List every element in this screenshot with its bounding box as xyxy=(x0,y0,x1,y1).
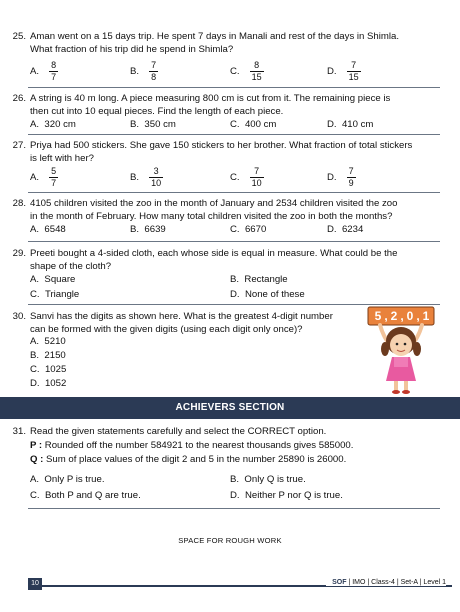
option-b[interactable]: B. $\frac{3}{10}$ xyxy=(130,166,162,188)
option-c[interactable]: C. 6670 xyxy=(230,224,267,235)
board-digit: 1 xyxy=(422,309,430,323)
question-28 xyxy=(12,197,440,223)
question-30 xyxy=(12,310,365,336)
option-a[interactable]: A. $\frac{5}{7}$ xyxy=(30,166,57,188)
option-c[interactable]: C. 400 cm xyxy=(230,119,277,130)
divider xyxy=(28,87,440,88)
question-intro: Read the given statements carefully and select the CORRECT option. xyxy=(30,426,327,437)
question-text-line2: shape of the cloth? xyxy=(30,261,112,272)
question-31 xyxy=(12,425,440,466)
question-29 xyxy=(12,247,440,273)
board-digit: 0 xyxy=(406,309,414,323)
board-digit: 2 xyxy=(390,309,398,323)
options-25 xyxy=(30,60,440,84)
question-number: 30. xyxy=(12,311,26,322)
option-a[interactable]: A. Square xyxy=(30,274,76,285)
divider xyxy=(28,134,440,135)
option-c[interactable]: C. Both P and Q are true. xyxy=(30,490,141,501)
question-number: 27. xyxy=(12,140,26,151)
option-d[interactable]: D. $\frac{7}{9}$ xyxy=(327,166,354,188)
question-text-line2: can be formed with the given digits (using each digit only once)? xyxy=(30,324,303,335)
option-d[interactable]: D. 410 cm xyxy=(327,119,374,130)
question-number: 26. xyxy=(12,93,26,104)
options-26 xyxy=(30,119,440,132)
option-b[interactable]: B. 6639 xyxy=(130,224,166,235)
divider xyxy=(28,508,440,509)
question-text-line1: Preeti bought a 4-sided cloth, each whose side is equal in measure. What could be the xyxy=(30,248,398,259)
option-b[interactable]: B. Rectangle xyxy=(230,274,288,285)
question-number: 29. xyxy=(12,248,26,259)
option-d[interactable]: D. None of these xyxy=(230,289,305,300)
options-31 xyxy=(30,474,440,504)
option-b[interactable]: B. $\frac{7}{8}$ xyxy=(130,60,157,82)
girl-with-digit-board-illustration xyxy=(366,305,438,395)
question-text-line2: What fraction of his trip did he spend in Shimla? xyxy=(30,44,234,55)
option-a[interactable]: A. 6548 xyxy=(30,224,66,235)
question-text-line2: is left with her? xyxy=(30,153,94,164)
option-c[interactable]: C. $\frac{7}{10}$ xyxy=(230,166,262,188)
statement-q: Q : Sum of place values of the digit 2 and 5 in the number 25890 is 26000. xyxy=(30,454,347,465)
svg-text:,: , xyxy=(416,309,420,323)
option-d[interactable]: D. 1052 xyxy=(30,378,67,389)
question-27 xyxy=(12,139,440,165)
question-number: 25. xyxy=(12,31,26,42)
page-number: 10 xyxy=(28,578,42,590)
divider xyxy=(28,192,440,193)
option-a[interactable]: A. $\frac{8}{7}$ xyxy=(30,60,57,82)
question-text-line1: Aman went on a 15 days trip. He spent 7 days in Manali and rest of the days in Shimla. xyxy=(30,31,400,42)
question-number: 31. xyxy=(12,426,26,437)
question-text-line1: Priya had 500 stickers. She gave 150 stickers to her brother. What fraction of total stickers xyxy=(30,140,413,151)
sof-logo: SOF xyxy=(332,579,347,586)
footer-text: SOF | IMO | Class-4 | Set-A | Level 1 xyxy=(326,579,446,586)
options-29 xyxy=(30,274,440,302)
option-c[interactable]: C. Triangle xyxy=(30,289,80,300)
question-26 xyxy=(12,92,440,118)
options-27 xyxy=(30,166,440,190)
section-banner: ACHIEVERS SECTION xyxy=(0,397,460,419)
option-d[interactable]: D. 6234 xyxy=(327,224,364,235)
option-b[interactable]: B. 350 cm xyxy=(130,119,176,130)
svg-text:,: , xyxy=(384,309,388,323)
question-number: 28. xyxy=(12,198,26,209)
option-b[interactable]: B. 2150 xyxy=(30,350,66,361)
question-25 xyxy=(12,30,440,56)
question-text-line2: in the month of February. How many total children visited the zoo in both the months? xyxy=(30,211,393,222)
question-text-line1: A string is 40 m long. A piece measuring 800 cm is cut from it. The remaining piece is xyxy=(30,93,391,104)
statement-p: P : Rounded off the number 584921 to the nearest thousands gives 585000. xyxy=(30,440,354,451)
option-c[interactable]: C. 1025 xyxy=(30,364,67,375)
question-text-line2: then cut into 10 equal pieces. Find the length of each piece. xyxy=(30,106,284,117)
option-a[interactable]: A. 320 cm xyxy=(30,119,76,130)
rough-work-label: SPACE FOR ROUGH WORK xyxy=(178,536,282,545)
option-a[interactable]: A. 5210 xyxy=(30,336,66,347)
options-28 xyxy=(30,224,440,237)
svg-text:,: , xyxy=(400,309,404,323)
option-c[interactable]: C. $\frac{8}{15}$ xyxy=(230,60,262,82)
option-d[interactable]: D. $\frac{7}{15}$ xyxy=(327,60,359,82)
board-digit: 5 xyxy=(374,309,382,323)
option-d[interactable]: D. Neither P nor Q is true. xyxy=(230,490,343,501)
question-text-line1: 4105 children visited the zoo in the month of January and 2534 children visited the zoo xyxy=(30,198,398,209)
options-30 xyxy=(30,336,150,392)
divider xyxy=(28,241,440,242)
question-text-line1: Sanvi has the digits as shown here. What is the greatest 4-digit number xyxy=(30,311,333,322)
option-b[interactable]: B. Only Q is true. xyxy=(230,474,306,485)
option-a[interactable]: A. Only P is true. xyxy=(30,474,105,485)
